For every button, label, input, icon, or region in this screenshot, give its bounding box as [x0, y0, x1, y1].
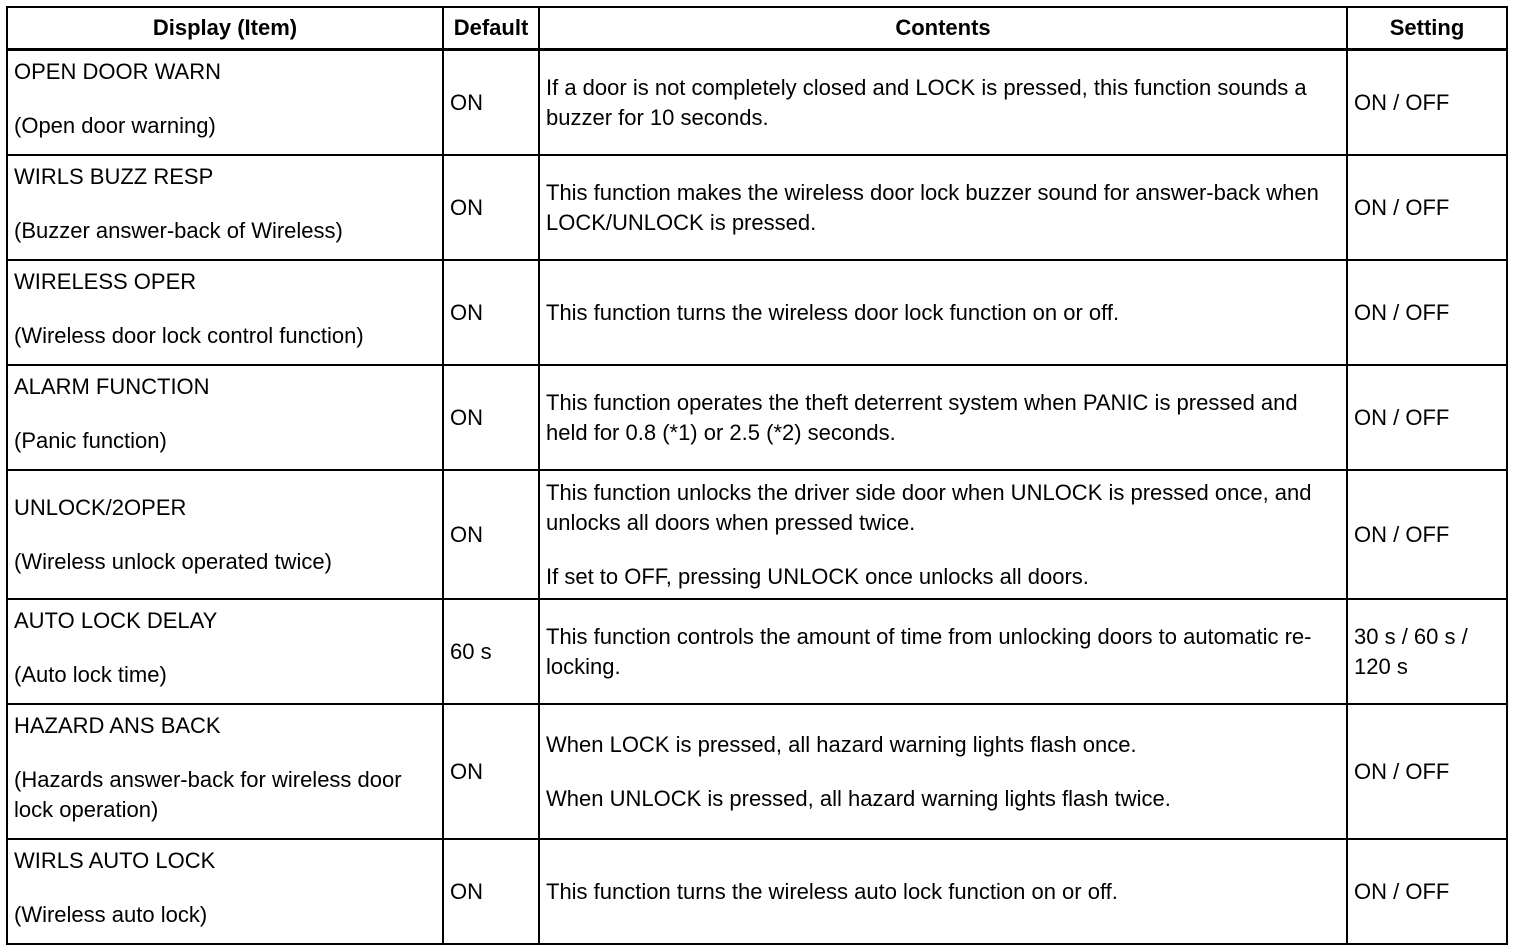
setting-cell: ON / OFF [1347, 365, 1507, 470]
item-cell [7, 260, 443, 365]
customize-settings-table [6, 6, 1508, 945]
setting-cell: ON / OFF [1347, 470, 1507, 599]
item-description: (Open door warning) [14, 113, 216, 138]
item-code: WIRLS AUTO LOCK [14, 848, 216, 873]
default-cell: ON [443, 50, 539, 156]
header-display-item: Display (Item) [7, 7, 443, 50]
contents-cell [539, 260, 1347, 365]
setting-cell: ON / OFF [1347, 155, 1507, 260]
item-code: ALARM FUNCTION [14, 374, 210, 399]
table-row [7, 260, 1507, 365]
setting-cell: ON / OFF [1347, 839, 1507, 944]
item-cell [7, 50, 443, 156]
item-code: AUTO LOCK DELAY [14, 608, 218, 633]
default-cell: ON [443, 260, 539, 365]
item-description: (Panic function) [14, 428, 167, 453]
item-description: (Auto lock time) [14, 662, 167, 687]
contents-text: This function turns the wireless door lock function on or off. [546, 299, 1120, 325]
table-row [7, 365, 1507, 470]
item-cell [7, 470, 443, 599]
header-setting: Setting [1347, 7, 1507, 50]
contents-text: This function makes the wireless door lock buzzer sound for answer-back when LOCK/UNLOCK is pressed. [546, 179, 1319, 235]
item-code: WIRLS BUZZ RESP [14, 164, 214, 189]
contents-text: When LOCK is pressed, all hazard warning lights flash once. [546, 731, 1137, 757]
table-row [7, 50, 1507, 156]
item-cell [7, 704, 443, 839]
default-cell: 60 s [443, 599, 539, 704]
contents-text: This function turns the wireless auto lock function on or off. [546, 878, 1118, 904]
contents-cell [539, 839, 1347, 944]
contents-cell [539, 470, 1347, 599]
contents-cell [539, 50, 1347, 156]
header-default: Default [443, 7, 539, 50]
default-cell: ON [443, 155, 539, 260]
table-row [7, 839, 1507, 944]
contents-text: This function controls the amount of time from unlocking doors to automatic re-locking. [546, 623, 1312, 679]
contents-text: If set to OFF, pressing UNLOCK once unlocks all doors. [546, 563, 1089, 589]
contents-text: If a door is not completely closed and LOCK is pressed, this function sounds a buzzer for 10 seconds. [546, 74, 1307, 130]
setting-cell: ON / OFF [1347, 260, 1507, 365]
item-cell [7, 155, 443, 260]
setting-cell: ON / OFF [1347, 50, 1507, 156]
default-cell: ON [443, 470, 539, 599]
item-code: OPEN DOOR WARN [14, 59, 221, 84]
item-cell [7, 839, 443, 944]
contents-cell [539, 704, 1347, 839]
item-code: WIRELESS OPER [14, 269, 197, 294]
contents-text: This function operates the theft deterrent system when PANIC is pressed and held for 0.8 (*1) or 2.5 (*2) seconds. [546, 389, 1298, 445]
table-row [7, 155, 1507, 260]
item-description: (Wireless door lock control function) [14, 323, 364, 348]
contents-text: This function unlocks the driver side door when UNLOCK is pressed once, and unlocks all doors when pressed twice. [546, 479, 1312, 535]
default-cell: ON [443, 365, 539, 470]
contents-cell [539, 155, 1347, 260]
item-code: HAZARD ANS BACK [14, 713, 221, 738]
item-cell [7, 599, 443, 704]
item-description: (Hazards answer-back for wireless door lock operation) [14, 767, 402, 822]
item-description: (Wireless auto lock) [14, 902, 208, 927]
item-code: UNLOCK/2OPER [14, 494, 187, 520]
default-cell: ON [443, 704, 539, 839]
item-cell [7, 365, 443, 470]
contents-cell [539, 599, 1347, 704]
header-row [7, 7, 1507, 50]
default-cell: ON [443, 839, 539, 944]
contents-text: When UNLOCK is pressed, all hazard warning lights flash twice. [546, 785, 1171, 811]
item-description: (Buzzer answer-back of Wireless) [14, 218, 343, 243]
table-row [7, 599, 1507, 704]
contents-cell [539, 365, 1347, 470]
setting-cell: ON / OFF [1347, 704, 1507, 839]
item-description: (Wireless unlock operated twice) [14, 548, 332, 574]
header-contents: Contents [539, 7, 1347, 50]
table-row [7, 470, 1507, 599]
table-row [7, 704, 1507, 839]
setting-cell: 30 s / 60 s / 120 s [1347, 599, 1507, 704]
